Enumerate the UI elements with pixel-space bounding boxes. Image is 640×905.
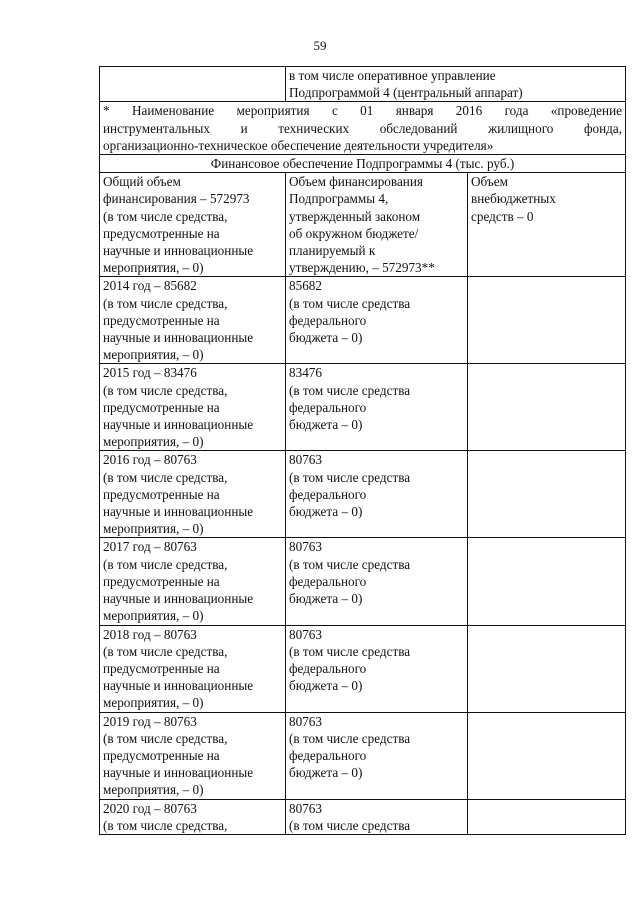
text-line: Подпрограммы 4, (289, 191, 389, 207)
year-budget-cell (286, 364, 468, 451)
text-line: утверждению, – 572973** (289, 260, 435, 276)
table-row (100, 799, 626, 834)
year-total-cell (100, 799, 286, 834)
text-line: утвержденный законом (289, 208, 421, 224)
text-line: (в том числе средства, (103, 295, 228, 311)
text-line: (в том числе средства (289, 730, 411, 746)
text-line: (в том числе средства (289, 469, 411, 485)
text-line: бюджета – 0) (289, 591, 363, 607)
year-extrabudget-cell (468, 364, 626, 451)
text-line: (в том числе средства, (103, 643, 228, 659)
year-total-cell (100, 712, 286, 799)
text-line: 80763 (289, 539, 322, 555)
table-row-note (100, 102, 626, 155)
table-row (100, 712, 626, 799)
text-line: Общий объем (103, 174, 181, 190)
note-line: организационно-техническое обеспечение деятельности учредителя» (103, 137, 494, 153)
text-line: научные и инновационные (103, 330, 254, 346)
text-line: (в том числе средства (289, 643, 411, 659)
text-line: мероприятия, – 0) (103, 434, 204, 450)
text-line: (в том числе средства, (103, 817, 228, 833)
text-line: научные и инновационные (103, 678, 254, 694)
financing-heading: Финансовое обеспечение Подпрограммы 4 (тыс. руб.) (100, 155, 626, 173)
text-line: (в том числе средства (289, 556, 411, 572)
text-line: предусмотренные на (103, 225, 220, 241)
text-line: (в том числе средства (289, 295, 411, 311)
text-line: 2015 год – 83476 (103, 365, 197, 381)
text-line: (в том числе средства (289, 817, 411, 833)
text-line: (в том числе средства, (103, 556, 228, 572)
text-line: федерального (289, 747, 367, 763)
text-line: бюджета – 0) (289, 678, 363, 694)
text-line: бюджета – 0) (289, 504, 363, 520)
text-line: федерального (289, 660, 367, 676)
footnote-cell (100, 102, 626, 155)
text-line: 2018 год – 80763 (103, 626, 197, 642)
year-budget-cell (286, 625, 468, 712)
text-line: мероприятия, – 0) (103, 695, 204, 711)
header-extrabudget-cell (468, 173, 626, 277)
text-line: 2020 год – 80763 (103, 800, 197, 816)
note-line: инструментальных и технических обследований жилищного фонда, (103, 120, 623, 136)
text-line: 2016 год – 80763 (103, 452, 197, 468)
text-line: мероприятия, – 0) (103, 521, 204, 537)
top-right-cell (286, 67, 626, 102)
text-line: научные и инновационные (103, 591, 254, 607)
text-line: в том числе оперативное управление (289, 68, 496, 83)
text-line: федерального (289, 486, 367, 502)
text-line: мероприятия, – 0) (103, 347, 204, 363)
year-total-cell (100, 451, 286, 538)
table-row (100, 451, 626, 538)
text-line: 2019 год – 80763 (103, 713, 197, 729)
year-extrabudget-cell (468, 538, 626, 625)
table-row (100, 625, 626, 712)
year-total-cell (100, 364, 286, 451)
year-total-cell (100, 625, 286, 712)
table-row (100, 277, 626, 364)
text-line: (в том числе средства, (103, 469, 228, 485)
text-line: (в том числе средства, (103, 730, 228, 746)
text-line: предусмотренные на (103, 747, 220, 763)
year-total-cell (100, 538, 286, 625)
text-line: (в том числе средства, (103, 208, 228, 224)
text-line: бюджета – 0) (289, 417, 363, 433)
text-line: планируемый к (289, 243, 376, 259)
year-extrabudget-cell (468, 712, 626, 799)
page-number: 59 (313, 38, 327, 53)
year-budget-cell (286, 538, 468, 625)
table-row-header (100, 173, 626, 277)
text-line: 80763 (289, 626, 322, 642)
text-line: 85682 (289, 278, 322, 294)
year-budget-cell (286, 712, 468, 799)
year-budget-cell (286, 277, 468, 364)
year-extrabudget-cell (468, 451, 626, 538)
table-row (100, 538, 626, 625)
text-line: предусмотренные на (103, 573, 220, 589)
text-line: бюджета – 0) (289, 330, 363, 346)
table-row-heading (100, 155, 626, 173)
header-budget-cell (286, 173, 468, 277)
text-line: мероприятия, – 0) (103, 260, 204, 276)
header-total-cell (100, 173, 286, 277)
text-line: 80763 (289, 800, 322, 816)
text-line: финансирования – 572973 (103, 191, 250, 207)
text-line: Объем (471, 174, 508, 190)
text-line: об окружном бюджете/ (289, 225, 419, 241)
text-line: бюджета – 0) (289, 765, 363, 781)
text-line: 80763 (289, 713, 322, 729)
year-budget-cell (286, 799, 468, 834)
text-line: федерального (289, 312, 367, 328)
text-line: 2014 год – 85682 (103, 278, 197, 294)
text-line: федерального (289, 573, 367, 589)
text-line: внебюджетных (471, 191, 556, 207)
text-line: предусмотренные на (103, 312, 220, 328)
year-extrabudget-cell (468, 277, 626, 364)
text-line: Объем финансирования (289, 174, 423, 190)
text-line: федерального (289, 399, 367, 415)
year-extrabudget-cell (468, 799, 626, 834)
text-line: мероприятия, – 0) (103, 608, 204, 624)
text-line: научные и инновационные (103, 243, 254, 259)
document-table-wrapper (99, 66, 625, 835)
text-line: научные и инновационные (103, 504, 254, 520)
text-line: научные и инновационные (103, 765, 254, 781)
financing-table (99, 66, 626, 835)
text-line: 83476 (289, 365, 322, 381)
year-budget-cell (286, 451, 468, 538)
top-left-cell (100, 67, 286, 102)
table-row (100, 364, 626, 451)
note-line: * Наименование мероприятия с 01 января 2016 года «проведение (103, 103, 623, 119)
text-line: средств – 0 (471, 208, 534, 224)
text-line: 2017 год – 80763 (103, 539, 197, 555)
year-rows (100, 277, 626, 835)
text-line: предусмотренные на (103, 486, 220, 502)
text-line: Подпрограммой 4 (центральный аппарат) (289, 85, 523, 101)
text-line: (в том числе средства (289, 382, 411, 398)
text-line: предусмотренные на (103, 399, 220, 415)
text-line: научные и инновационные (103, 417, 254, 433)
text-line: мероприятия, – 0) (103, 782, 204, 798)
year-extrabudget-cell (468, 625, 626, 712)
text-line: предусмотренные на (103, 660, 220, 676)
text-line: 80763 (289, 452, 322, 468)
text-line: (в том числе средства, (103, 382, 228, 398)
table-row-top (100, 67, 626, 102)
year-total-cell (100, 277, 286, 364)
